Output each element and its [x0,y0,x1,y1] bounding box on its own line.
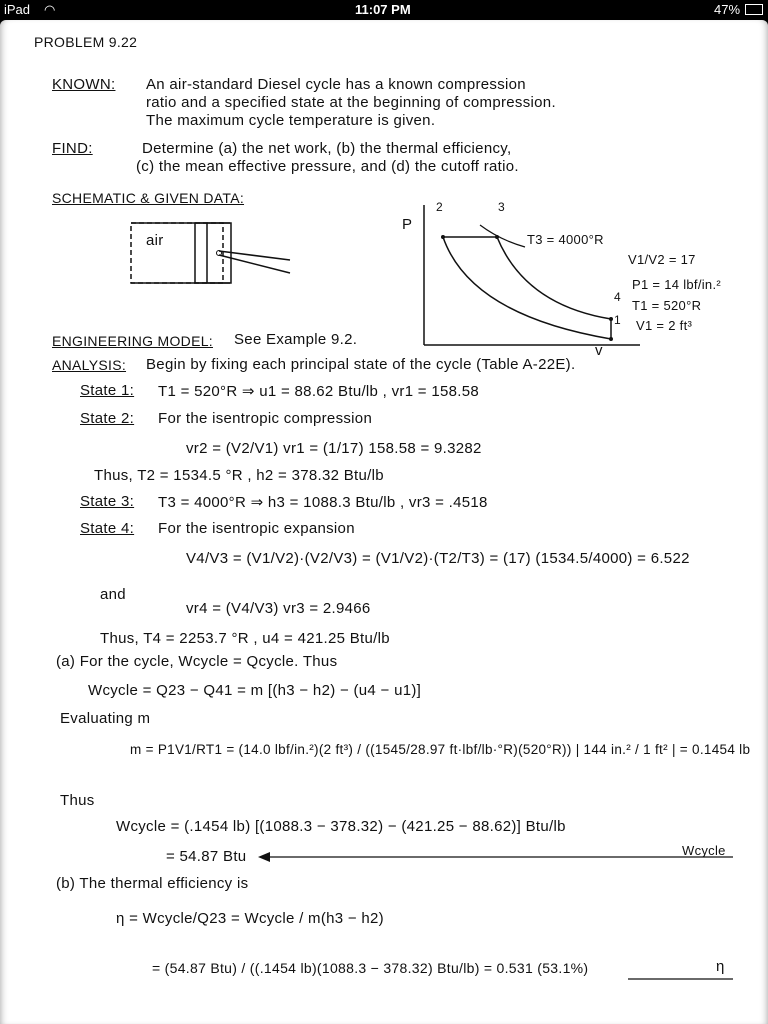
model-text: See Example 9.2. [234,331,358,348]
mass-equation: m = P1V1/RT1 = (14.0 lbf/in.²)(2 ft³) / ((1545/28.97 ft·lbf/lb·°R)(520°R)) | 144 in.² / 1 ft² | = 0.1454 lb [130,742,751,757]
document-page [0,20,768,1024]
device-label: iPad [4,2,31,17]
vr4-equation: vr4 = (V4/V3) vr3 = 2.9466 [186,600,371,617]
point-3-label: 3 [498,200,505,214]
given-data: V1 = 2 ft³ [636,318,693,333]
state2-equation: vr2 = (V2/V1) vr1 = (1/17) 158.58 = 9.3282 [186,440,482,457]
state4-equation: V4/V3 = (V1/V2)·(V2/V3) = (V1/V2)·(T2/T3) = (17) (1534.5/4000) = 6.522 [186,550,690,567]
state1-label: State 1: [80,382,135,399]
battery-icon [745,4,763,15]
wcycle-equation: Wcycle = Q23 − Q41 = m [(h3 − h2) − (u4 − u1)] [88,682,422,699]
find-label: FIND: [52,140,93,157]
known-line: An air-standard Diesel cycle has a known compression [146,76,526,93]
given-data: T1 = 520°R [632,298,702,313]
clock: 11:07 PM [355,2,411,17]
state2-text: For the isentropic compression [158,410,373,427]
state1-text: T1 = 520°R ⇒ u1 = 88.62 Btu/lb , vr1 = 158.58 [158,383,480,400]
efficiency-equation: η = Wcycle/Q23 = Wcycle / m(h3 − h2) [116,910,384,927]
state4-label: State 4: [80,520,135,537]
efficiency-calculation: = (54.87 Btu) / ((.1454 lb)(1088.3 − 378.32) Btu/lb) = 0.531 (53.1%) [152,960,589,976]
piston-cylinder-schematic [125,215,305,295]
find-line: Determine (a) the net work, (b) the thermal efficiency, [142,140,512,157]
state2-label: State 2: [80,410,135,427]
t3-label: T3 = 4000°R [527,232,604,247]
find-line: (c) the mean effective pressure, and (d) the cutoff ratio. [136,158,519,175]
arrow-icon [258,850,733,864]
v-axis-label: v [595,342,603,359]
part-a-text: (a) For the cycle, Wcycle = Qcycle. Thus [56,653,338,670]
underline-divider [628,977,733,981]
point-1-label: 1 [614,313,621,327]
eta-tag: η [716,958,725,975]
state3-text: T3 = 4000°R ⇒ h3 = 1088.3 Btu/lb , vr3 = .4518 [158,494,488,511]
analysis-text: Begin by fixing each principal state of the cycle (Table A-22E). [146,356,576,373]
thus-text: Thus [60,792,95,809]
given-data: P1 = 14 lbf/in.² [632,277,721,292]
known-line: ratio and a specified state at the beginning of compression. [146,94,556,111]
wcycle-calculation: Wcycle = (.1454 lb) [(1088.3 − 378.32) − (421.25 − 88.62)] Btu/lb [116,818,566,835]
air-label: air [146,232,164,249]
pv-diagram [380,195,640,355]
state2-result: Thus, T2 = 1534.5 °R , h2 = 378.32 Btu/lb [94,467,384,484]
state3-label: State 3: [80,493,135,510]
point-2-label: 2 [436,200,443,214]
wcycle-result: = 54.87 Btu [166,848,247,865]
known-line: The maximum cycle temperature is given. [146,112,436,129]
part-b-text: (b) The thermal efficiency is [56,875,249,892]
known-label: KNOWN: [52,76,116,93]
battery-percent: 47% [714,2,741,17]
evaluating-m: Evaluating m [60,710,151,727]
and-text: and [100,586,126,603]
model-label: ENGINEERING MODEL: [52,333,213,349]
problem-title: PROBLEM 9.22 [34,34,138,50]
state4-text: For the isentropic expansion [158,520,355,537]
analysis-label: ANALYSIS: [52,357,127,373]
wcycle-tag: Wcycle [682,843,726,858]
given-data: V1/V2 = 17 [628,252,696,267]
p-axis-label: P [402,216,413,233]
schematic-label: SCHEMATIC & GIVEN DATA: [52,190,245,206]
wifi-icon: ◠ [44,2,56,17]
point-4-label: 4 [614,290,621,304]
state4-result: Thus, T4 = 2253.7 °R , u4 = 421.25 Btu/lb [100,630,390,647]
status-bar [0,0,768,20]
